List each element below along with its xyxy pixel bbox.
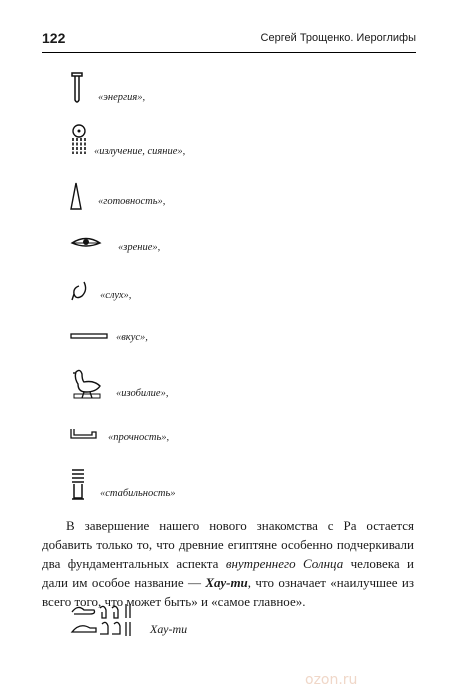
khau-ti-hieroglyph-group <box>70 602 150 645</box>
paragraph-text: человека и дали им особое название — <box>42 556 414 590</box>
page-number: 122 <box>42 30 66 46</box>
radiating-sun-glyph-icon <box>70 124 90 156</box>
glyph-gloss: «вкус», <box>116 332 148 343</box>
khau-ti-glyphs-icon <box>70 602 150 640</box>
glyph-gloss: «изобилие», <box>116 388 169 399</box>
paragraph-text: , что означает «наилучшее из всего того, что может быть» и «самое главное». <box>42 575 414 609</box>
glyph-gloss: «слух», <box>100 290 132 301</box>
duck-glyph-icon <box>70 368 106 400</box>
paragraph-emphasis: внутреннего Солнца <box>225 556 344 571</box>
running-title: Сергей Трощенко. Иероглифы <box>260 32 416 44</box>
body-paragraph <box>42 516 414 611</box>
ear-glyph-icon <box>70 280 90 304</box>
pointed-cone-glyph-icon <box>70 182 84 212</box>
djed-pillar-glyph-icon <box>70 468 88 502</box>
base-glyph-icon <box>70 428 100 442</box>
glyph-gloss: «готовность», <box>98 196 166 207</box>
watermark: ozon.ru <box>305 672 358 688</box>
glyph-gloss: «зрение», <box>118 242 161 253</box>
glyph-gloss: «прочность», <box>108 432 170 443</box>
paragraph-term: Хау-ти <box>205 575 248 590</box>
page-header <box>42 30 416 53</box>
ankh-like-glyph-icon <box>70 72 86 106</box>
glyph-gloss: «стабильность» <box>100 488 176 499</box>
paragraph-text: В завершение нашего нового знакомства с Ра остается добавить только то, что древние египтяне особенно подчеркивали два фундаментальных аспекта <box>42 518 414 571</box>
flat-bar-glyph-icon <box>70 330 110 344</box>
glyph-gloss: «излучение, сияние», <box>94 146 186 157</box>
glyph-gloss: «энергия», <box>98 92 146 103</box>
eye-glyph-icon <box>70 234 104 256</box>
khau-ti-caption: Хау-ти <box>150 622 188 636</box>
